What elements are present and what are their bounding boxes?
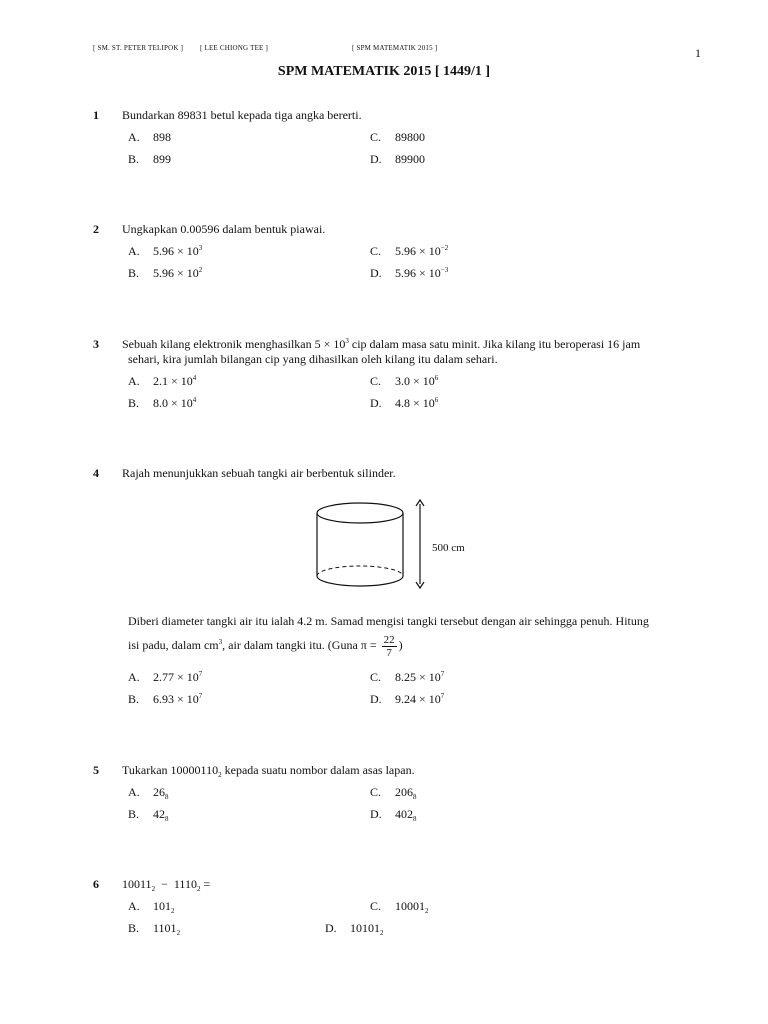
question-text: Rajah menunjukkan sebuah tangki air berbentuk silinder.	[122, 466, 396, 480]
option-a[interactable]: A. $101_2$	[128, 899, 175, 915]
question-number: 2	[93, 222, 99, 236]
question-text: Tukarkan $10000110_2$ kepada suatu nombor dalam asas lapan.	[122, 763, 415, 779]
option-b[interactable]: B. $42_8$	[128, 807, 169, 823]
option-c[interactable]: C. $5.96 \times 10^{-2}$	[370, 244, 449, 258]
question-number: 4	[93, 466, 99, 480]
option-b[interactable]: B. $6.93 \times 10^7$	[128, 692, 203, 706]
page-number: 1	[695, 46, 701, 60]
question-text: Bundarkan 89831 betul kepada tiga angka bererti.	[122, 108, 362, 122]
question-number: 3	[93, 337, 99, 351]
option-a[interactable]: A. $5.96 \times 10^3$	[128, 244, 203, 258]
option-b[interactable]: B. $1101_2$	[128, 921, 181, 937]
cylinder-top	[317, 503, 403, 523]
option-d[interactable]: D. $9.24 \times 10^7$	[370, 692, 445, 706]
cylinder-bottom-back	[317, 566, 403, 576]
question-text-line3: isi padu, dalam $cm^3$, air dalam tangki itu. (Guna π = $\frac{22}{7}$ )	[128, 633, 403, 659]
option-d[interactable]: D. $5.96 \times 10^{-3}$	[370, 266, 449, 280]
question-number: 5	[93, 763, 99, 777]
option-c[interactable]: C. $206_8$	[370, 785, 417, 801]
header-school: [ SM. ST. PETER TELIPOK ]	[93, 44, 184, 52]
option-b[interactable]: B. 899	[128, 152, 171, 166]
option-b[interactable]: B. $8.0 \times 10^4$	[128, 396, 197, 410]
pi-fraction: $\frac{22}{7}$	[383, 633, 395, 659]
question-number: 6	[93, 877, 99, 891]
option-d[interactable]: D. 89900	[370, 152, 425, 166]
question-text-line2: Diberi diameter tangki air itu ialah 4.2 m. Samad mengisi tangki tersebut dengan air sehingga penuh. Hitung	[128, 614, 649, 628]
question-text: Ungkapkan 0.00596 dalam bentuk piawai.	[122, 222, 326, 236]
option-a[interactable]: A. $26_8$	[128, 785, 169, 801]
cylinder-bottom-front	[317, 576, 403, 586]
question-text: Sebuah kilang elektronik menghasilkan $5 \times 10^3$ cip dalam masa satu minit. Jika kilang itu beroperasi 16 jam	[122, 337, 641, 351]
question-number: 1	[93, 108, 99, 122]
option-a[interactable]: A. $2.1 \times 10^4$	[128, 374, 197, 388]
option-c[interactable]: C. $8.25 \times 10^7$	[370, 670, 445, 684]
option-d[interactable]: D. $4.8 \times 10^6$	[370, 396, 439, 410]
option-a[interactable]: A. 898	[128, 130, 171, 144]
option-c[interactable]: C. 89800	[370, 130, 425, 144]
option-c[interactable]: C. $10001_2$	[370, 899, 429, 915]
option-d[interactable]: D. $402_8$	[370, 807, 417, 823]
question-text: $10011_2 - 1110_2$ =	[122, 877, 211, 893]
option-b[interactable]: B. $5.96 \times 10^2$	[128, 266, 203, 280]
header-subject: [ SPM MATEMATIK 2015 ]	[352, 44, 438, 52]
question-text-line2: sehari, kira jumlah bilangan cip yang dihasilkan oleh kilang itu dalam sehari.	[128, 352, 498, 366]
page-title: SPM MATEMATIK 2015 [ 1449/1 ]	[277, 64, 491, 79]
cylinder-diagram	[300, 496, 440, 596]
header-teacher: [ LEE CHIONG TEE ]	[200, 44, 269, 52]
option-c[interactable]: C. $3.0 \times 10^6$	[370, 374, 439, 388]
height-label: 500 cm	[432, 542, 465, 554]
option-a[interactable]: A. $2.77 \times 10^7$	[128, 670, 203, 684]
option-d[interactable]: D. $10101_2$	[325, 921, 384, 937]
